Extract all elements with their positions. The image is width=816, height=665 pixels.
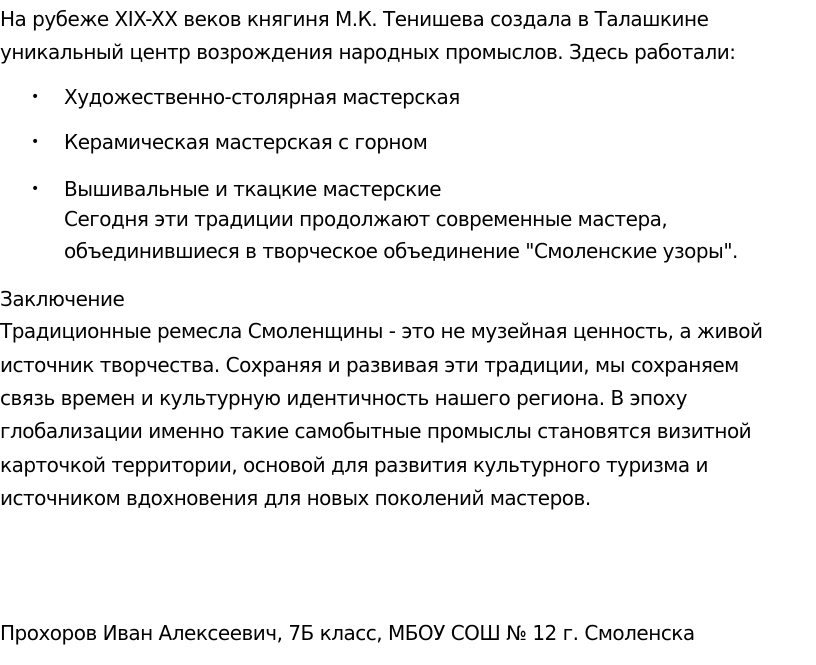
list-item-label: Керамическая мастерская с горном <box>64 130 428 154</box>
bullet-icon: • <box>31 134 40 150</box>
conclusion-line-6: источником вдохновения для новых поколений мастеров. <box>0 486 591 510</box>
conclusion-line-1: Традиционные ремесла Смоленщины - это не музейная ценность, а живой <box>0 319 763 343</box>
list-item-label: Вышивальные и ткацкие мастерские <box>64 177 442 201</box>
intro-line-2: уникальный центр возрождения народных промыслов. Здесь работали: <box>0 40 736 64</box>
conclusion-line-4: глобализации именно такие самобытные промыслы становятся визитной <box>0 419 752 443</box>
continuation-line-1: Сегодня эти традиции продолжают современные мастера, <box>64 207 668 231</box>
bullet-icon: • <box>31 181 40 197</box>
list-item-label: Художественно-столярная мастерская <box>64 85 460 109</box>
intro-line-1: На рубеже XIX-XX веков княгиня М.К. Тенишева создала в Талашкине <box>0 7 709 31</box>
bullet-icon: • <box>31 89 40 105</box>
continuation-line-2: объединившиеся в творческое объединение "Смоленские узоры". <box>64 239 738 263</box>
conclusion-line-5: карточкой территории, основой для развития культурного туризма и <box>0 453 708 477</box>
conclusion-line-3: связь времен и культурную идентичность нашего региона. В эпоху <box>0 386 687 410</box>
author-signature: Прохоров Иван Алексеевич, 7Б класс, МБОУ СОШ № 12 г. Смоленска <box>0 621 695 645</box>
conclusion-heading: Заключение <box>0 287 125 311</box>
conclusion-line-2: источник творчества. Сохраняя и развивая эти традиции, мы сохраняем <box>0 353 739 377</box>
